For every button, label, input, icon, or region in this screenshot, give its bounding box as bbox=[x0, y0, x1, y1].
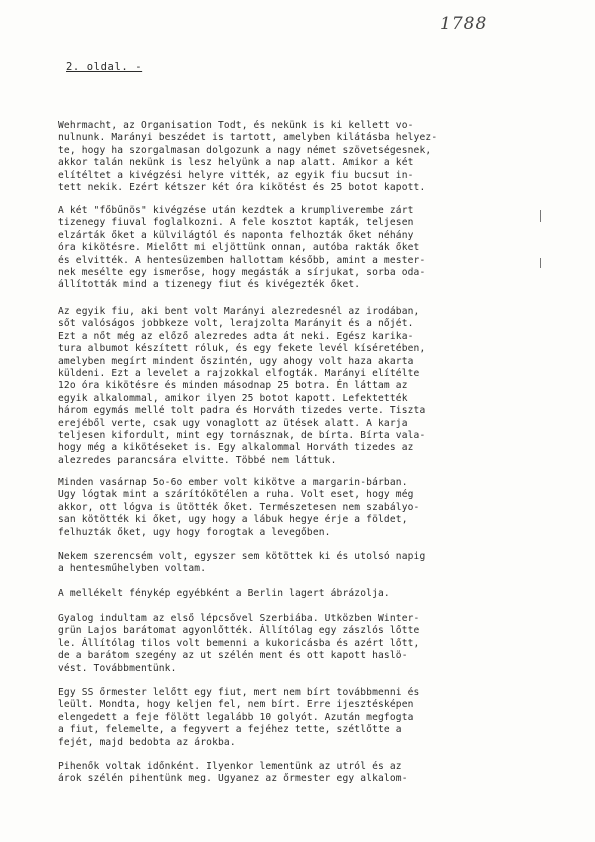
text-line: a hentesműhelyben voltam. bbox=[58, 563, 207, 575]
text-line: küldeni. Ezt a levelet a rajzokkal elfogták. Marányi elítélte bbox=[58, 368, 420, 380]
paragraph bbox=[58, 761, 558, 786]
text-line: grün Lajos barátomat agyonlőtték. Állítólag egy zászlós lőtte bbox=[58, 625, 420, 637]
text-line: tura albumot készített róluk, és egy fekete levél kíséretében, bbox=[58, 343, 426, 355]
text-line: Gyalog indultam az első lépcsővel Szerbiába. Utközben Winter- bbox=[58, 613, 420, 624]
page-number-label: 2. oldal. - bbox=[66, 61, 143, 73]
text-line: akkor talán nekünk is lesz helyünk a nap alatt. Amikor a két bbox=[58, 157, 414, 169]
text-line: nulnunk. Marányi beszédet is tartott, amelyben kilátásba helyez- bbox=[58, 132, 438, 144]
text-line: Ugy lógtak mint a szárítókötélen a ruha. Volt eset, hogy még bbox=[58, 489, 414, 501]
text-line: egyik alkalommal, amikor ilyen 25 botot kapott. Lefektették bbox=[58, 392, 408, 404]
text-line: és elvitték. A hentesüzemben hallottam később, amint a mester- bbox=[58, 254, 426, 266]
paragraph bbox=[58, 120, 558, 194]
text-line: Nekem szerencsém volt, egyszer sem kötöttek ki és utolsó napig bbox=[58, 551, 426, 562]
text-line: a fiut, felemelte, a fegyvert a fejéhez tette, szétlőtte a bbox=[58, 724, 402, 736]
text-line: Pihenők voltak időnként. Ilyenkor lementünk az utról és az bbox=[58, 761, 402, 772]
paragraph bbox=[58, 613, 558, 675]
text-line: amelyben megírt mindent őszintén, ugy ahogy volt haza akarta bbox=[58, 355, 414, 367]
text-line: de a barátom szegény az ut szélén ment és ott kapott haslö- bbox=[58, 650, 408, 662]
paragraph bbox=[58, 306, 558, 467]
margin-mark bbox=[540, 258, 541, 268]
text-line: A két "főbűnös" kivégzése után kezdtek a krumpliverembe zárt bbox=[58, 205, 414, 216]
text-line: A mellékelt fénykép egyébként a Berlin lagert ábrázolja. bbox=[58, 588, 390, 599]
text-line: tett nekik. Ezért kétszer két óra kikötést és 25 botot kapott. bbox=[58, 182, 426, 194]
text-line: óra kikötésre. Mielőtt mi eljöttünk onnan, autóba rakták őket bbox=[58, 242, 420, 254]
text-line: sőt valóságos jobbkeze volt, lerajzolta Marányit és a nőjét. bbox=[58, 318, 414, 330]
text-line: tizenegy fiuval foglalkozni. A fele kosztot kapták, teljesen bbox=[58, 217, 414, 229]
text-line: akkor, ott lógva is ütötték őket. Természetesen nem szabályo- bbox=[58, 501, 420, 513]
paragraph bbox=[58, 551, 558, 576]
text-line: elítéltet a kivégzési helyre vitték, az egyik fiu bucsut in- bbox=[58, 169, 414, 181]
text-line: te, hogy ha szorgalmasan dolgozunk a nagy német szövetségesnek, bbox=[58, 144, 432, 156]
text-line: állították mind a tizenegy fiut és kivégezték őket. bbox=[58, 279, 361, 291]
text-line: elzárták őket a külvilágtól és naponta felhozták őket néhány bbox=[58, 229, 414, 241]
handwritten-archive-number: 1788 bbox=[440, 14, 488, 34]
text-line: Az egyik fiu, aki bent volt Marányi alezredesnél az irodában, bbox=[58, 306, 420, 317]
text-line: 12o óra kikötésre és minden másodnap 25 botra. Én láttam az bbox=[58, 380, 408, 392]
paragraph bbox=[58, 687, 558, 749]
text-line: san kötötték ki őket, ugy hogy a lábuk hegye érje a földet, bbox=[58, 514, 408, 526]
text-line: elengedett a feje fölött legalább 10 golyót. Azután megfogta bbox=[58, 711, 414, 723]
text-line: teljesen kifordult, mint egy tornásznak, de bírta. Bírta vala- bbox=[58, 430, 426, 442]
margin-mark bbox=[540, 210, 541, 222]
text-line: alezredes parancsára elvitte. Többé nem láttuk. bbox=[58, 454, 337, 466]
text-line: Ezt a nőt még az előző alezredes adta át neki. Egész karika- bbox=[58, 330, 414, 342]
text-line: fejét, majd bedobta az árokba. bbox=[58, 736, 236, 748]
text-line: három egymás mellé tolt padra és Horváth tizedes verte. Tiszta bbox=[58, 405, 426, 417]
text-line: hogy még a kikötéseket is. Egy alkalommal Horváth tizedes az bbox=[58, 442, 414, 454]
text-line: árok szélén pihentünk meg. Ugyanez az őrmester egy alkalom- bbox=[58, 773, 408, 785]
text-line: le. Állítólag tilos volt bemenni a kukoricásba és azért lőtt, bbox=[58, 637, 420, 649]
paragraph bbox=[58, 588, 558, 600]
text-line: Wehrmacht, az Organisation Todt, és nekünk is ki kellett vo- bbox=[58, 120, 414, 131]
paragraph bbox=[58, 477, 558, 539]
text-line: erejéből verte, csak ugy vonaglott az ütések alatt. A karja bbox=[58, 417, 408, 429]
text-line: felhuzták őket, ugy hogy forogtak a levegőben. bbox=[58, 526, 331, 538]
text-line: vést. Továbbmentünk. bbox=[58, 662, 177, 674]
text-line: nek mesélte egy ismerőse, hogy megásták a sírjukat, sorba oda- bbox=[58, 267, 426, 279]
text-line: leült. Mondta, hogy keljen fel, nem bírt. Erre ijesztésképen bbox=[58, 699, 414, 711]
text-line: Minden vasárnap 5o-6o ember volt kikötve a margarin-bárban. bbox=[58, 477, 408, 488]
text-line: Egy SS őrmester lelőtt egy fiut, mert nem bírt továbbmenni és bbox=[58, 687, 420, 698]
paragraph bbox=[58, 205, 558, 292]
